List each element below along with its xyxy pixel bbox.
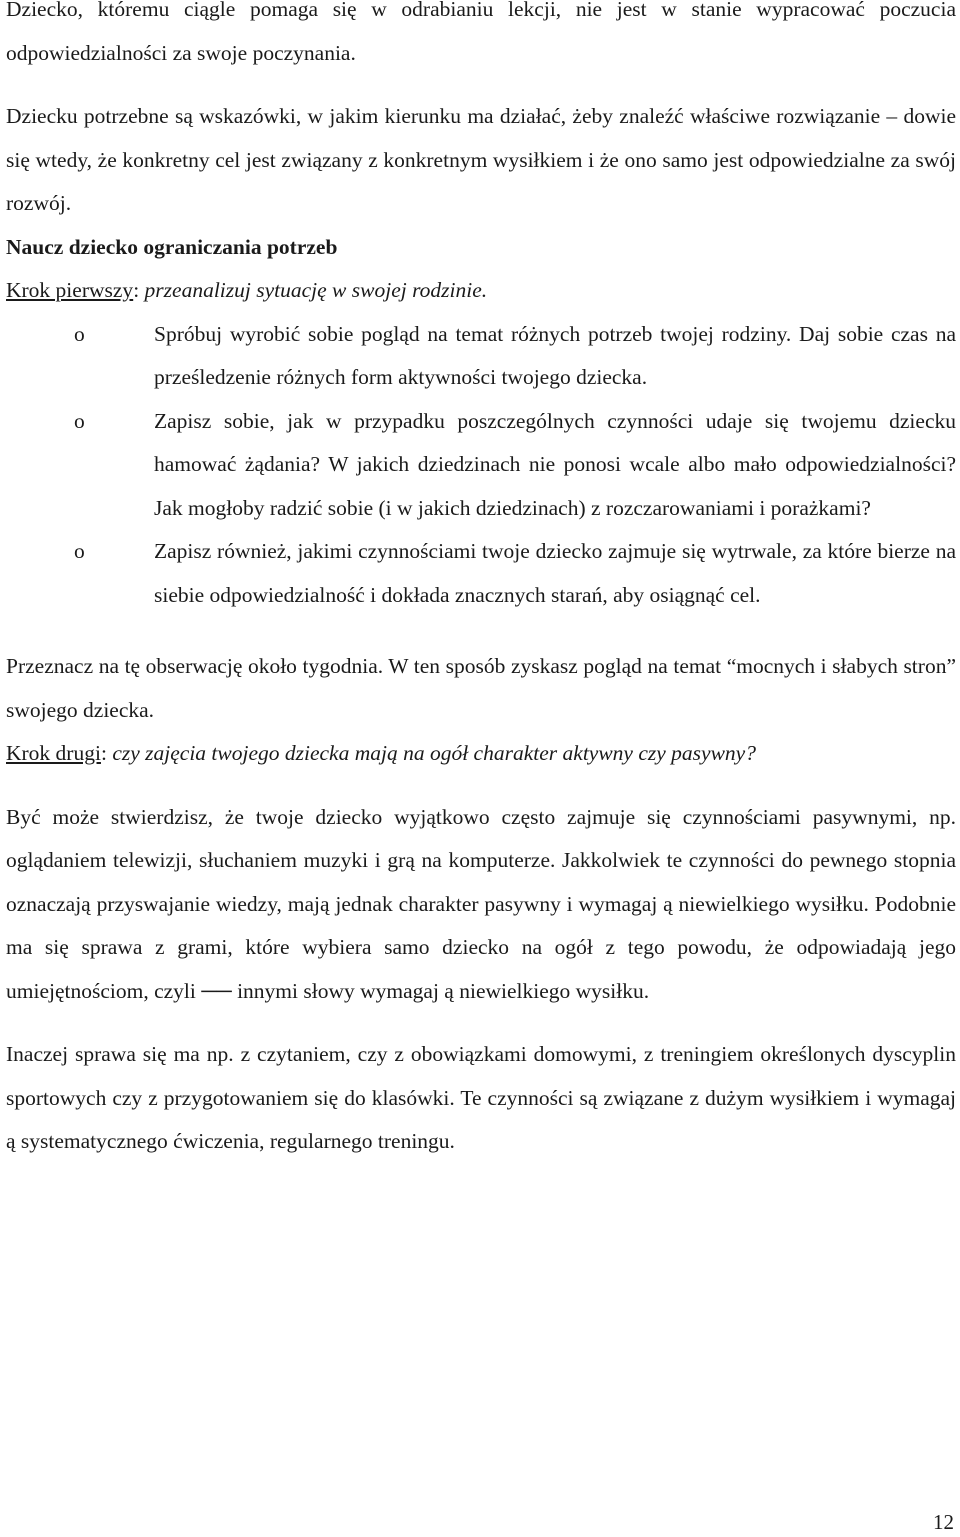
- bullet-marker: o: [74, 408, 85, 433]
- step-2-colon: :: [100, 741, 107, 765]
- step-1-colon: :: [133, 278, 140, 302]
- step-1-label: Krok pierwszy: [6, 278, 134, 302]
- step-2-text: czy zajęcia twojego dziecka mają na ogół charakter aktywny czy pasywny?: [106, 741, 756, 765]
- list-item: [6, 530, 956, 617]
- list-item: [6, 400, 956, 531]
- list-item-text: Spróbuj wyrobić sobie pogląd na temat różnych potrzeb twojej rodziny. Daj sobie czas na prześledzenie różnych form aktywności twojego dziecka.: [154, 321, 956, 389]
- list-item: [6, 313, 956, 400]
- step-1-text: przeanalizuj sytuację w swojej rodzinie.: [139, 278, 488, 302]
- list-item-text: Zapisz sobie, jak w przypadku poszczególnych czynności udaje się twojemu dziecku hamować żądania? W jakich dziedzinach nie ponosi wcale albo mało odpowiedzialności? Jak mogłoby radzić sobie (i w jakich dziedzinach) z rozczarowaniami i porażkami?: [154, 408, 956, 520]
- page-number: 12: [933, 1510, 954, 1534]
- bullet-marker: o: [74, 321, 85, 346]
- paragraph-3: Przeznacz na tę obserwację około tygodnia. W ten sposób zyskasz pogląd na temat “mocnych i słabych stron” swojego dziecka.: [6, 654, 956, 722]
- list-item-text: Zapisz również, jakimi czynnościami twoje dziecko zajmuje się wytrwale, za które bierze na siebie odpowiedzialność i dokłada znacznych starań, aby osiągnąć cel.: [154, 539, 956, 607]
- step-2: [6, 732, 956, 776]
- document-page: [6, 0, 956, 1164]
- bullet-marker: o: [74, 539, 85, 563]
- paragraph-5: Inaczej sprawa się ma np. z czytaniem, czy z obowiązkami domowymi, z treningiem określonych dyscyplin sportowych czy z przygotowaniem się do klasówki. Te czynności są związane z dużym wysiłkiem i wymagaj ą systematycznego ćwiczenia, regularnego treningu.: [6, 1042, 956, 1153]
- paragraph-1: Dziecko, któremu ciągle pomaga się w odrabianiu lekcji, nie jest w stanie wypracować poczucia odpowiedzialności za swoje poczynania.: [6, 0, 956, 65]
- bullet-list: [6, 313, 956, 618]
- section-heading: Naucz dziecko ograniczania potrzeb: [6, 234, 338, 259]
- paragraph-2: Dziecku potrzebne są wskazówki, w jakim kierunku ma działać, żeby znaleźć właściwe rozwiązanie – dowie się wtedy, że konkretny cel jest związany z konkretnym wysiłkiem i że ono samo jest odpowiedzialne za swój rozwój.: [6, 104, 956, 215]
- step-2-label: Krok drugi: [6, 741, 101, 765]
- step-1: [6, 269, 956, 313]
- paragraph-4: Być może stwierdzisz, że twoje dziecko wyjątkowo często zajmuje się czynnościami pasywnymi, np. oglądaniem telewizji, słuchaniem muzyki i grą na komputerze. Jakkolwiek te czynności do pewnego stopnia oznaczają przyswajanie wiedzy, mają jednak charakter pasywny i wymagaj ą niewielkiego wysiłku. Podobnie ma się sprawa z grami, które wybiera samo dziecko na ogół z tego powodu, że odpowiadają jego umiejętnościom, czyli ── innymi słowy wymagaj ą niewielkiego wysiłku.: [6, 804, 956, 1003]
